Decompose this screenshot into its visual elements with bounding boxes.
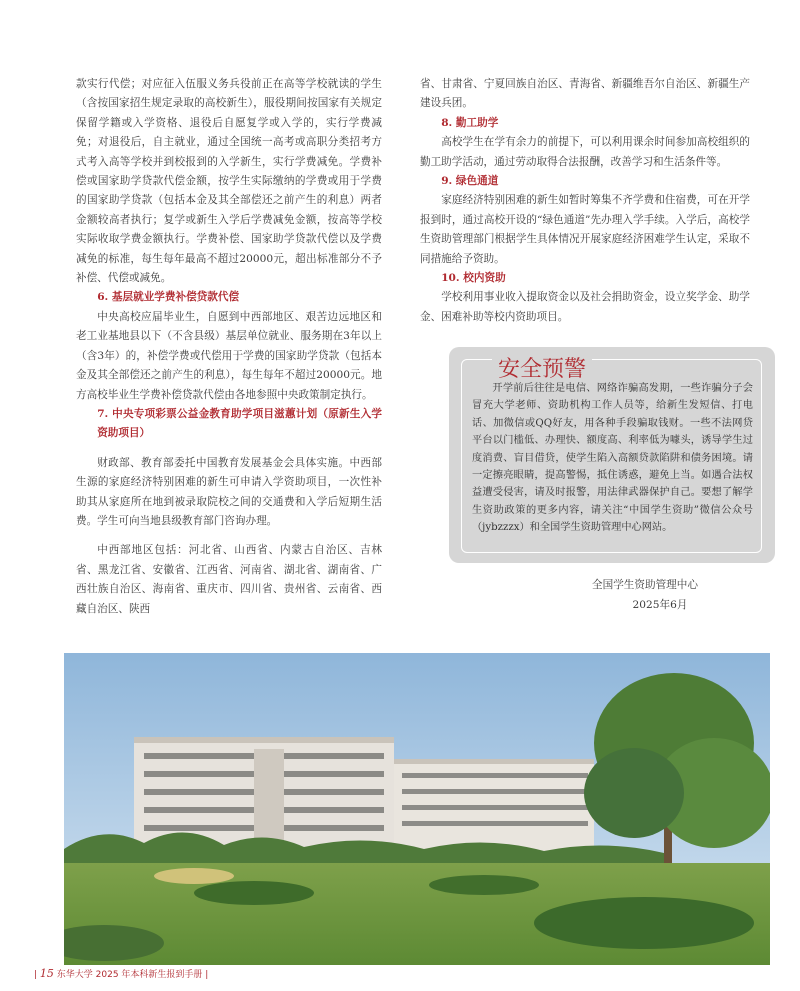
heading-item-6: 6. 基层就业学费补偿贷款代偿 (97, 291, 240, 304)
heading-item-9: 9. 绿色通道 (441, 175, 499, 188)
signature-organization: 全国学生资助管理中心 (592, 579, 698, 591)
paragraph-item-6: 中央高校应届毕业生，自愿到中西部地区、艰苦边远地区和老工业基地县以下（不含县级）基层单位就业、服务期在3年以上（含3年）的，补偿学费或代偿用于学费的国家助学贷款（包括本金及其全部偿还之前产生的利息），每生每年不超过20000元。地方高校毕业生学费补偿贷款代偿由各地参照中央政策制定执行。 (76, 310, 382, 401)
page-footer: | 15 东华大学 2025 年本科新生报到手册 | (34, 967, 209, 980)
safety-warning-text: 开学前后往往是电信、网络诈骗高发期，一些诈骗分子会冒充大学老师、资助机构工作人员等，给新生发短信、打电话、加微信或QQ好友，用各种手段骗取钱财。一些不法网贷平台以门槛低、办理快、额度高、利率低为噱头，诱导学生过度消费、盲目借贷，使学生陷入高额贷款陷阱和债务困境。请一定擦亮眼睛，提高警惕，抵住诱惑，避免上当。如遇合法权益遭受侵害，请及时报警，用法律武器保护自己。要想了解学生资助政策的更多内容，请关注“中国学生资助”微信公众号（jybzzzx）和全国学生资助管理中心网站。 (472, 383, 753, 534)
right-column (420, 75, 750, 327)
safety-warning-box (449, 347, 775, 563)
page-number: 15 (39, 967, 54, 980)
left-column (76, 75, 382, 619)
campus-photo-illustration (64, 653, 770, 965)
paragraph-military-compensation: 款实行代偿；对应征入伍服义务兵役前正在高等学校就读的学生（含按国家招生规定录取的高校新生），服役期间按国家有关规定保留学籍或入学资格、退役后自愿复学或入学的，实行学费减免；对退役后，自主就业，通过全国统一高考或高职分类招考方式考入高等学校并到校报到的入学新生，实行学费减免。学费补偿或国家助学贷款代偿金额，按学生实际缴纳的学费或用于学费的国家助学贷款（包括本金及其全部偿还之前产生的利息）两者金额较高者执行；复学或新生入学后学费减免金额，按高等学校实际收取学费金额执行。学费补偿、国家助学贷款代偿以及学费减免的标准，每生每年最高不超过20000元，超出标准部分不予补偿、代偿或减免。 (76, 78, 382, 285)
safety-warning-title: 安全预警 (492, 357, 592, 383)
paragraph-item-9: 家庭经济特别困难的新生如暂时筹集不齐学费和住宿费，可在开学报到时，通过高校开设的“绿色通道”先办理入学手续。入学后，高校学生资助管理部门根据学生具体情况开展家庭经济困难学生认定，采取不同措施给予资助。 (420, 194, 750, 265)
paragraph-item-7: 财政部、教育部委托中国教育发展基金会具体实施。中西部生源的家庭经济特别困难的新生可申请入学资助项目，一次性补助其从家庭所在地到被录取院校之间的交通费和入学后短期生活费。学生可向当地县级教育部门咨询办理。 (76, 456, 382, 527)
footer-title: 东华大学 2025 年本科新生报到手册 (56, 970, 203, 980)
paragraph-item-10: 学校利用事业收入提取资金以及社会捐助资金，设立奖学金、助学金、困难补助等校内资助项目。 (420, 291, 750, 323)
paragraph-item-8: 高校学生在学有余力的前提下，可以利用课余时间参加高校组织的勤工助学活动，通过劳动取得合法报酬，改善学习和生活条件等。 (420, 136, 750, 168)
heading-item-8: 8. 勤工助学 (441, 116, 499, 129)
signature-date: 2025年6月 (632, 599, 688, 611)
paragraph-central-western-regions: 中西部地区包括：河北省、山西省、内蒙古自治区、吉林省、黑龙江省、安徽省、江西省、河南省、湖北省、湖南省、广西壮族自治区、海南省、重庆市、四川省、贵州省、云南省、西藏自治区、陕西 (76, 544, 382, 615)
heading-item-7: 7. 中央专项彩票公益金教育助学项目滋蕙计划（原新生入学资助项目） (97, 407, 382, 440)
heading-item-10: 10. 校内资助 (441, 272, 506, 285)
paragraph-regions-continued: 省、甘肃省、宁夏回族自治区、青海省、新疆维吾尔自治区、新疆生产建设兵团。 (420, 78, 750, 110)
campus-photo (64, 653, 770, 965)
safety-warning-frame (461, 359, 762, 553)
